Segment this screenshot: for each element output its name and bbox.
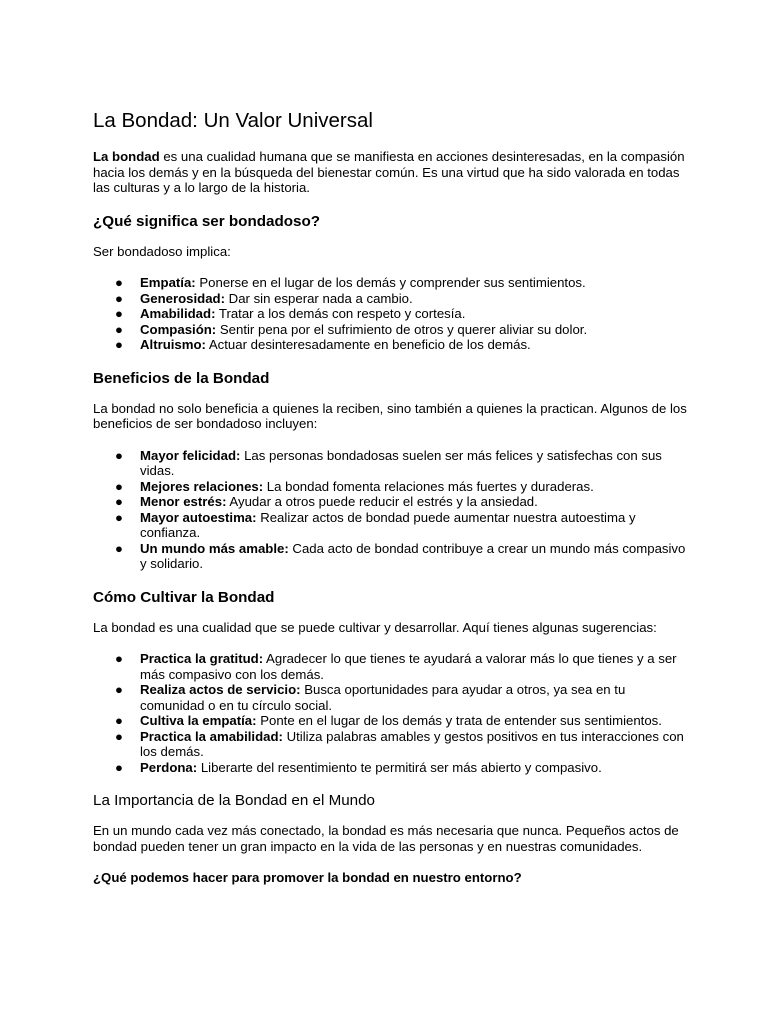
- item-text: Agradecer lo que tienes te ayudará a valorar más lo que tienes y a ser más compasivo con los demás.: [140, 651, 677, 682]
- list-item: [93, 510, 693, 541]
- list-item: [93, 306, 693, 322]
- intro-paragraph: [93, 149, 693, 196]
- list-item: [93, 479, 693, 495]
- item-text: Realizar actos de bondad puede aumentar nuestra autoestima y confianza.: [140, 509, 636, 540]
- item-text: Tratar a los demás con respeto y cortesía.: [215, 306, 466, 321]
- list-item: [93, 713, 693, 729]
- item-text: Ponerse en el lugar de los demás y comprender sus sentimientos.: [195, 275, 586, 290]
- section2-heading: Beneficios de la Bondad: [93, 369, 270, 387]
- item-text: Dar sin esperar nada a cambio.: [225, 290, 413, 306]
- bullet-icon: ●: [115, 651, 123, 666]
- bullet-icon: ●: [115, 447, 123, 463]
- intro-bold: La bondad: [93, 149, 160, 164]
- list-item: [93, 651, 693, 682]
- section3-lead: La bondad es una cualidad que se puede cultivar y desarrollar. Aquí tienes algunas sugerencias:: [93, 619, 657, 635]
- list-item: [93, 448, 693, 479]
- item-text: La bondad fomenta relaciones más fuertes y duraderas.: [263, 478, 594, 494]
- bullet-icon: ●: [115, 290, 123, 306]
- list-item: [93, 760, 693, 776]
- item-term: Altruismo:: [140, 337, 206, 352]
- bullet-icon: ●: [115, 337, 123, 352]
- item-term: Realiza actos de servicio:: [140, 682, 301, 697]
- section3-heading: Cómo Cultivar la Bondad: [93, 588, 275, 606]
- list-item: [93, 494, 693, 510]
- bullet-icon: ●: [115, 494, 123, 509]
- bullet-icon: ●: [115, 478, 123, 494]
- section3-list: [93, 651, 693, 775]
- bullet-icon: ●: [115, 540, 123, 556]
- section2-list: [93, 448, 693, 572]
- item-term: Practica la amabilidad:: [140, 728, 283, 744]
- item-text: Ayudar a otros puede reducir el estrés y la ansiedad.: [226, 494, 538, 509]
- item-text: Busca oportunidades para ayudar a otros, ya sea en tu comunidad o en tu círculo social.: [140, 682, 626, 713]
- bullet-icon: ●: [115, 509, 123, 525]
- list-item: [93, 337, 693, 353]
- item-text: Actuar desinteresadamente en beneficio de los demás.: [205, 337, 531, 352]
- item-text: Sentir pena por el sufrimiento de otros y querer aliviar su dolor.: [216, 321, 588, 337]
- section1-list: [93, 275, 693, 353]
- item-term: Generosidad:: [140, 290, 226, 306]
- list-item: [93, 275, 693, 291]
- document-page: [93, 108, 693, 902]
- item-text: Las personas bondadosas suelen ser más felices y satisfechas con sus vidas.: [140, 447, 662, 478]
- document-title: La Bondad: Un Valor Universal: [93, 109, 373, 132]
- item-term: Mayor felicidad:: [140, 447, 241, 463]
- bullet-icon: ●: [115, 306, 123, 321]
- list-item: [93, 729, 693, 760]
- section4-question: ¿Qué podemos hacer para promover la bondad en nuestro entorno?: [93, 870, 522, 885]
- section4-heading: La Importancia de la Bondad en el Mundo: [93, 792, 376, 809]
- list-item: [93, 682, 693, 713]
- item-term: Empatía:: [140, 275, 196, 290]
- item-term: Practica la gratitud:: [140, 651, 264, 666]
- intro-text: es una cualidad humana que se manifiesta en acciones desinteresadas, en la compasión hacia los demás y en la búsqueda del bienestar común. Es una virtud que ha sido valorada en todas las culturas y a lo largo de la historia.: [93, 149, 685, 195]
- item-term: Amabilidad:: [140, 306, 216, 321]
- list-item: [93, 291, 693, 307]
- section2-lead: La bondad no solo beneficia a quienes la reciben, sino también a quienes la practican. Algunos de los beneficios de ser bondadoso incluyen:: [93, 400, 687, 431]
- bullet-icon: ●: [115, 728, 123, 744]
- bullet-icon: ●: [115, 321, 123, 337]
- item-text: Ponte en el lugar de los demás y trata de entender sus sentimientos.: [256, 713, 662, 728]
- bullet-icon: ●: [115, 759, 123, 775]
- section1-heading: ¿Qué significa ser bondadoso?: [93, 212, 320, 230]
- bullet-icon: ●: [115, 682, 123, 697]
- item-term: Un mundo más amable:: [140, 540, 289, 556]
- item-term: Mejores relaciones:: [140, 478, 264, 494]
- item-text: Cada acto de bondad contribuye a crear un mundo más compasivo y solidario.: [140, 540, 686, 571]
- item-text: Liberarte del resentimiento te permitirá ser más abierto y compasivo.: [197, 759, 602, 775]
- bullet-icon: ●: [115, 275, 123, 290]
- item-term: Mayor autoestima:: [140, 509, 257, 525]
- section4-lead: En un mundo cada vez más conectado, la bondad es más necesaria que nunca. Pequeños actos de bondad pueden tener un gran impacto en la vida de las personas y en nuestras comunidades.: [93, 823, 679, 854]
- item-text: Utiliza palabras amables y gestos positivos en tus interacciones con los demás.: [140, 728, 684, 759]
- list-item: [93, 541, 693, 572]
- item-term: Menor estrés:: [140, 494, 227, 509]
- bullet-icon: ●: [115, 713, 123, 728]
- item-term: Perdona:: [140, 759, 198, 775]
- item-term: Cultiva la empatía:: [140, 713, 257, 728]
- section1-lead: Ser bondadoso implica:: [93, 243, 231, 259]
- list-item: [93, 322, 693, 338]
- item-term: Compasión:: [140, 321, 217, 337]
